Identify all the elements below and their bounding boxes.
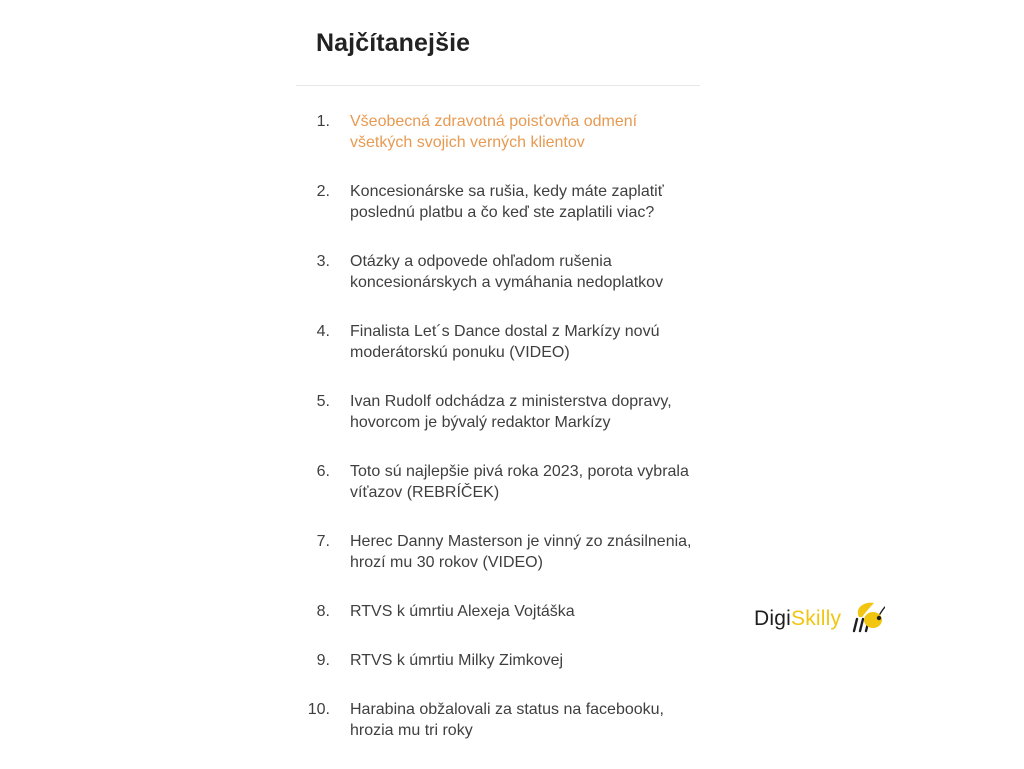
article-number: 2. [316, 183, 330, 200]
logo-brand-prefix: Digi [754, 607, 791, 630]
article-number: 4. [316, 323, 330, 340]
digiskilly-logo [754, 599, 886, 633]
article-link-5[interactable]: Ivan Rudolf odchádza z ministerstva dopravy, hovorcom je bývalý redaktor Markízy [350, 393, 672, 431]
logo-wordmark [754, 607, 841, 631]
article-number: 5. [316, 393, 330, 410]
widget-header [296, 0, 700, 86]
widget-title: Najčítanejšie [316, 29, 471, 57]
article-item [296, 461, 700, 531]
article-link-7[interactable]: Herec Danny Masterson je vinný zo znásilnenia, hrozí mu 30 rokov (VIDEO) [350, 533, 692, 571]
article-item [296, 391, 700, 461]
article-link-9[interactable]: RTVS k úmrtiu Milky Zimkovej [350, 652, 564, 669]
article-number: 10. [307, 701, 330, 718]
article-link-6[interactable]: Toto sú najlepšie pivá roka 2023, porota vybrala víťazov (REBRÍČEK) [350, 463, 689, 501]
article-item [296, 111, 700, 181]
article-item [296, 181, 700, 251]
article-number: 9. [316, 652, 330, 669]
article-item [296, 531, 700, 601]
bee-icon [849, 599, 885, 633]
article-item [296, 650, 700, 699]
article-number: 1. [316, 113, 330, 130]
most-read-widget [296, 0, 700, 768]
article-link-2[interactable]: Koncesionárske sa rušia, kedy máte zaplatiť poslednú platbu a čo keď ste zaplatili viac? [350, 183, 664, 221]
article-item [296, 699, 700, 769]
article-item [296, 601, 700, 650]
article-link-4[interactable]: Finalista Let´s Dance dostal z Markízy novú moderátorskú ponuku (VIDEO) [350, 323, 660, 361]
article-link-3[interactable]: Otázky a odpovede ohľadom rušenia koncesionárskych a vymáhania nedoplatkov [350, 253, 664, 291]
article-link-8[interactable]: RTVS k úmrtiu Alexeja Vojtáška [350, 603, 575, 620]
logo-brand-suffix: Skilly [790, 607, 842, 630]
article-item [296, 321, 700, 391]
article-number: 6. [316, 463, 330, 480]
article-item [296, 251, 700, 321]
article-link-10[interactable]: Harabina obžalovali za status na facebooku, hrozia mu tri roky [350, 701, 664, 739]
article-link-1[interactable]: Všeobecná zdravotná poisťovňa odmení všetkých svojich verných klientov [350, 113, 638, 151]
article-number: 3. [316, 253, 330, 270]
article-number: 8. [316, 603, 330, 620]
most-read-list [296, 111, 700, 769]
article-number: 7. [316, 533, 330, 550]
